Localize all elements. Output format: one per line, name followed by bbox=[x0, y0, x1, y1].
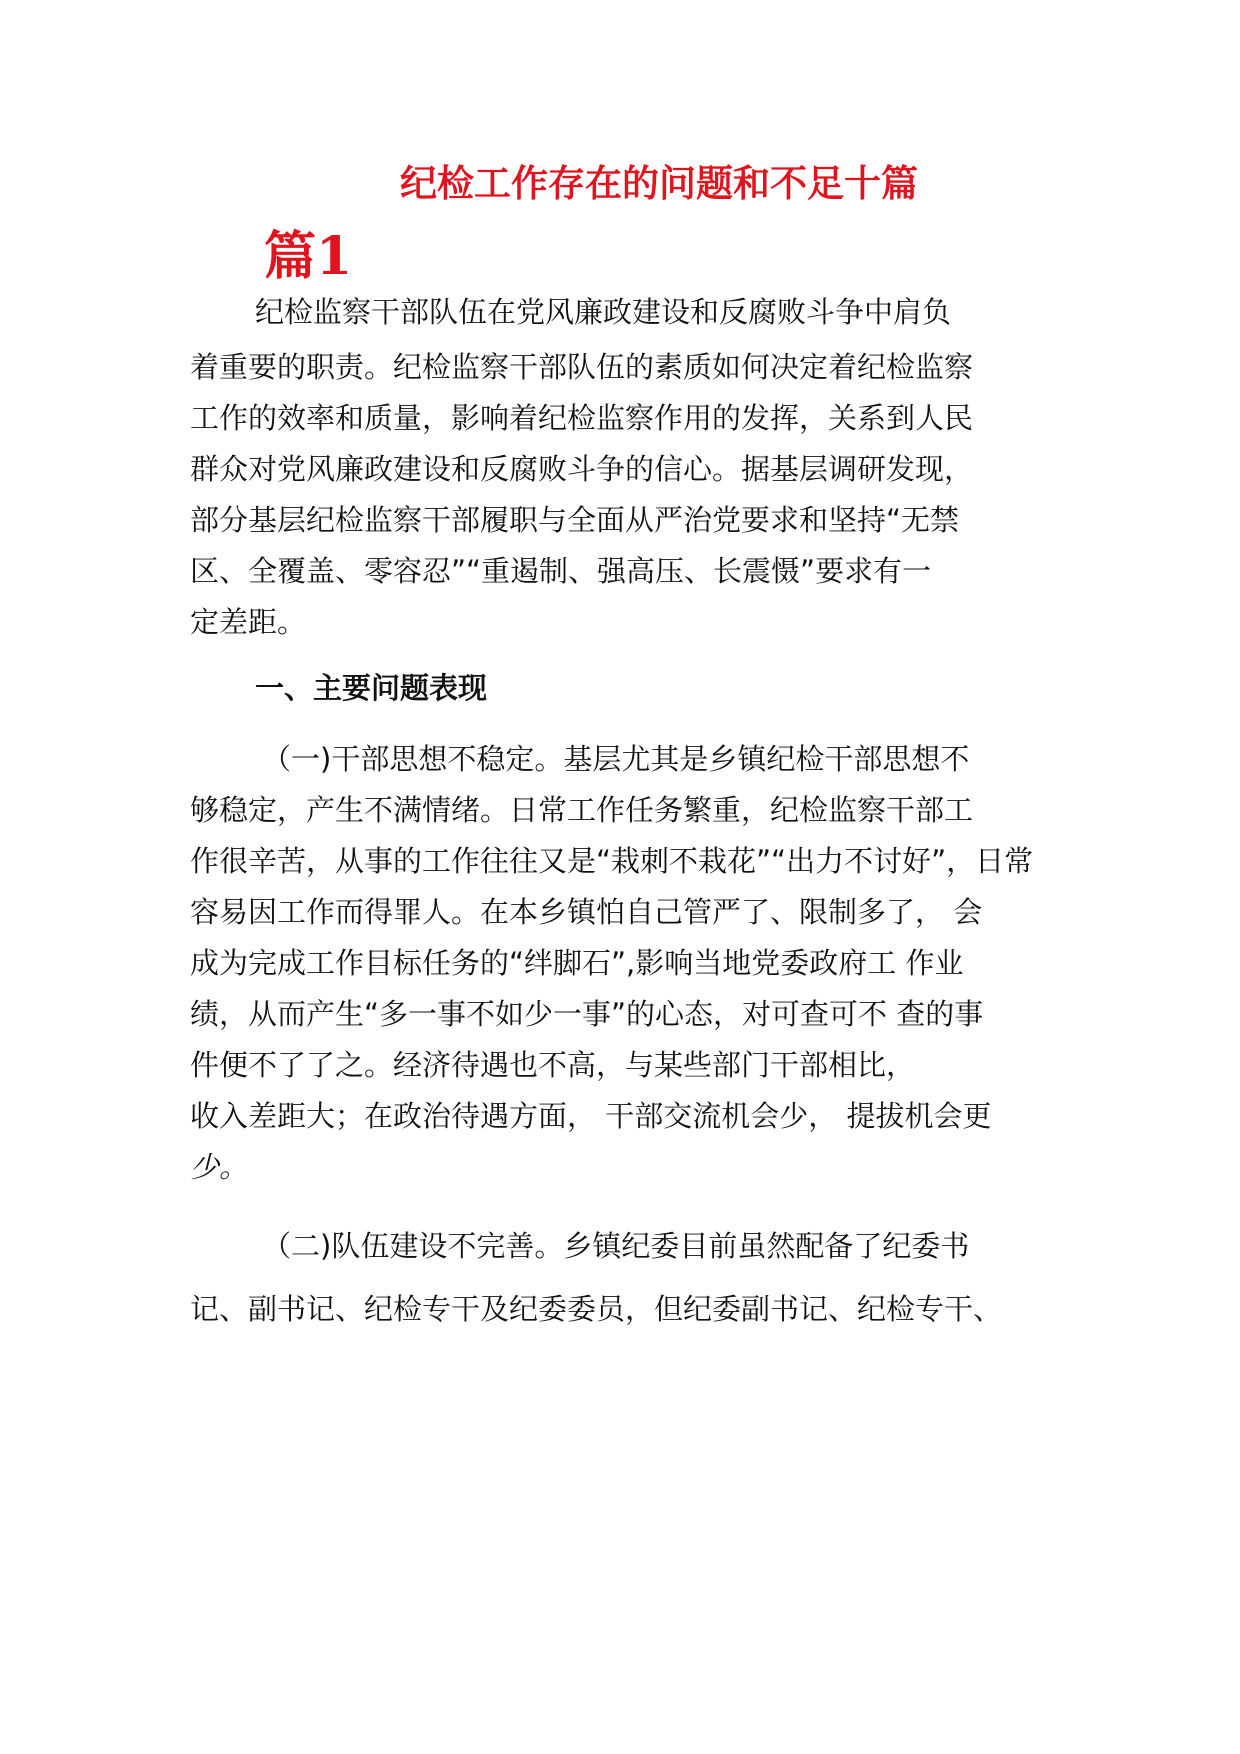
item-1-line-4: 容易因工作而得罪人。在本乡镇怕自己管严了、限制多了， 会 bbox=[190, 895, 983, 929]
section-title: 篇1 bbox=[264, 226, 353, 287]
intro-line-6: 区、全覆盖、零容忍”“重遏制、强高压、长震慑”要求有一 bbox=[190, 554, 932, 588]
item-2-line-2: 记、副书记、纪检专干及纪委委员，但纪委副书记、纪检专干、 bbox=[190, 1292, 1003, 1326]
intro-line-1: 纪检监察干部队伍在党风廉政建设和反腐败斗争中肩负 bbox=[255, 295, 952, 329]
intro-line-2: 着重要的职责。纪检监察干部队伍的素质如何决定着纪检监察 bbox=[190, 350, 974, 384]
intro-line-3: 工作的效率和质量，影响着纪检监察作用的发挥，关系到人民 bbox=[190, 401, 974, 435]
item-2-line-1: （二)队伍建设不完善。乡镇纪委目前虽然配备了纪委书 bbox=[262, 1229, 970, 1263]
heading-main-problems: 一、主要问题表现 bbox=[255, 671, 488, 705]
item-1-line-5: 成为完成工作目标任务的“绊脚石”,影响当地党委政府工 作业 bbox=[190, 946, 964, 980]
intro-line-5: 部分基层纪检监察干部履职与全面从严治党要求和坚持“无禁 bbox=[190, 503, 960, 537]
item-1-line-3: 作很辛苦，从事的工作往往又是“栽刺不栽花”“出力不讨好”，日常 bbox=[190, 844, 1034, 878]
item-1-line-2: 够稳定，产生不满情绪。日常工作任务繁重，纪检监察干部工 bbox=[190, 793, 974, 827]
item-1-line-9: 少。 bbox=[190, 1150, 249, 1184]
item-1-line-1: （一)干部思想不稳定。基层尤其是乡镇纪检干部思想不 bbox=[262, 742, 970, 776]
item-1-line-7: 件便不了了之。经济待遇也不高，与某些部门干部相比， bbox=[190, 1048, 916, 1082]
item-1-line-8: 收入差距大；在政治待遇方面， 干部交流机会少， 提拔机会更 bbox=[190, 1099, 992, 1133]
document-title: 纪检工作存在的问题和不足十篇 bbox=[400, 161, 918, 205]
item-1-line-6: 绩，从而产生“多一事不如少一事”的心态，对可查可不 查的事 bbox=[190, 997, 984, 1031]
intro-line-4: 群众对党风廉政建设和反腐败斗争的信心。据基层调研发现， bbox=[190, 452, 974, 486]
intro-line-7: 定差距。 bbox=[190, 605, 307, 639]
